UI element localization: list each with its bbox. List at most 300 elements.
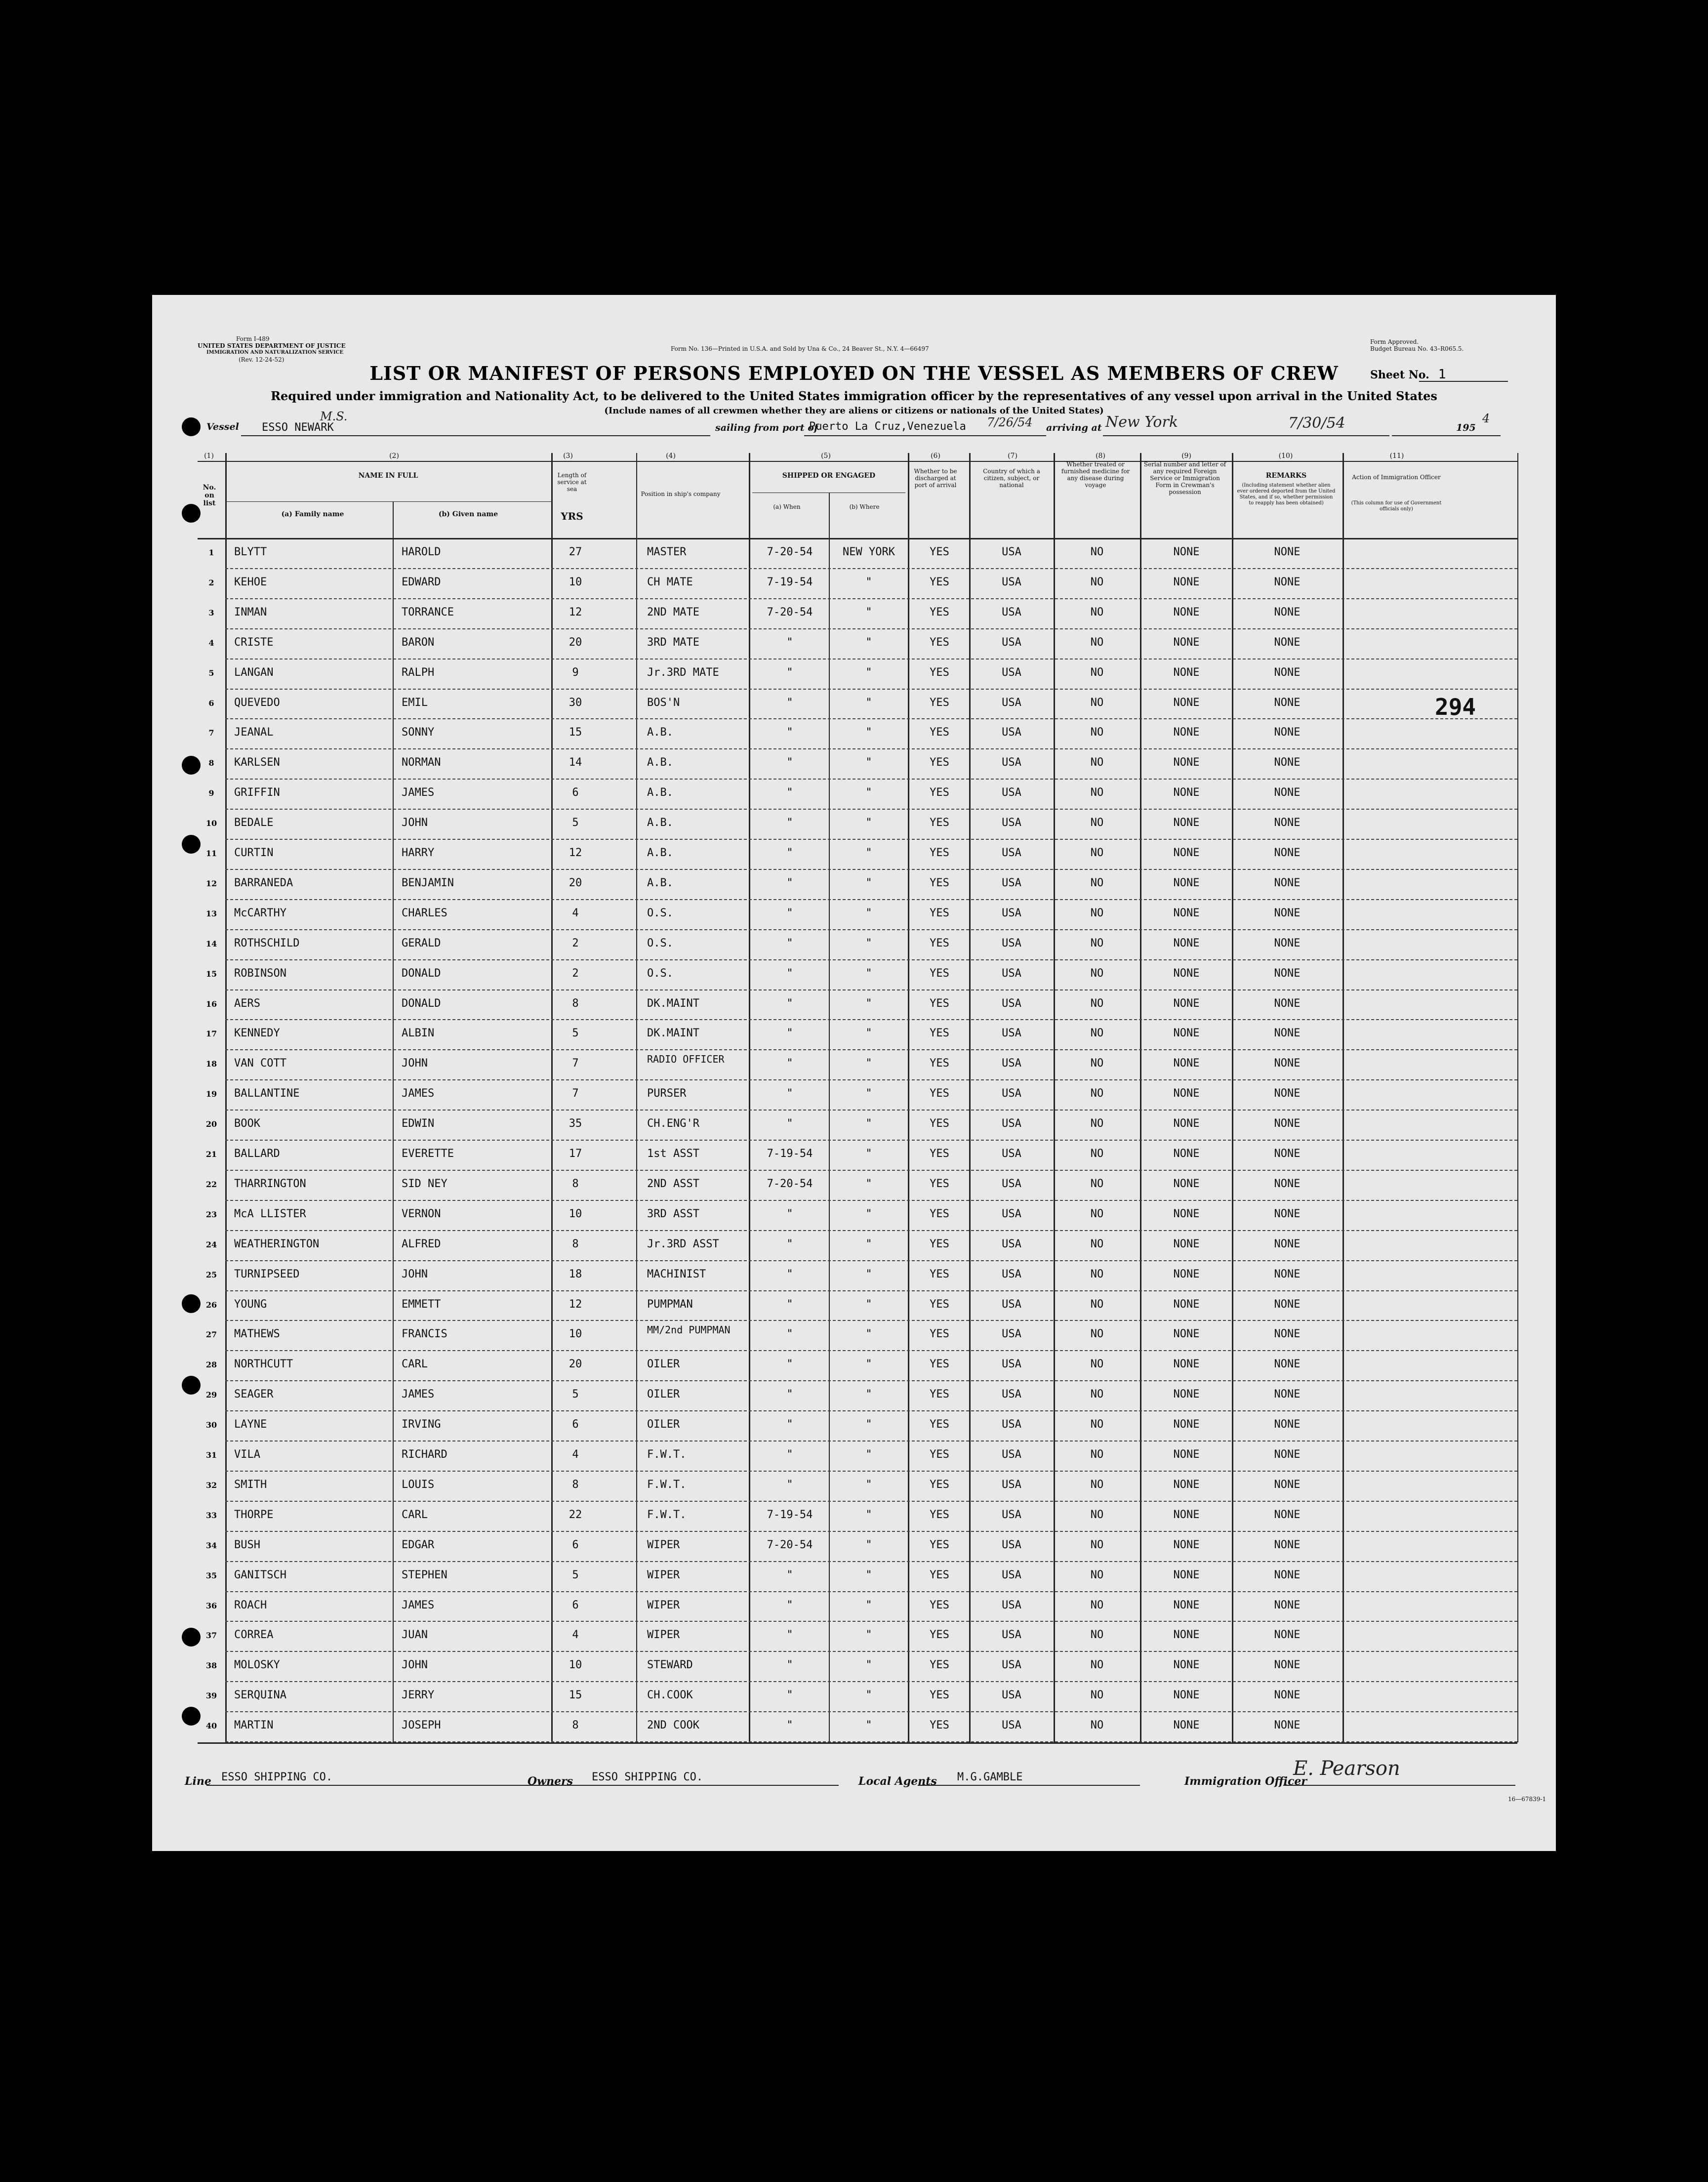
cell-disch: YES (930, 636, 949, 649)
row-number: 15 (205, 969, 217, 979)
cell-serial: NONE (1173, 1719, 1200, 1732)
cell-country: USA (1002, 606, 1021, 618)
cell-serial: NONE (1173, 1148, 1200, 1160)
cell-years: 6 (572, 786, 579, 799)
cell-years: 12 (569, 606, 582, 618)
row-divider (225, 1531, 1517, 1532)
cell-remarks: NONE (1274, 1358, 1301, 1371)
cell-disch: YES (930, 726, 949, 739)
footer-agents-label: Local Agents (858, 1775, 937, 1788)
cell-family: BOOK (234, 1117, 260, 1130)
cell-where: " (865, 576, 872, 588)
cell-position: A.B. (647, 817, 673, 829)
cell-given: FRANCIS (402, 1328, 447, 1341)
cell-where: " (865, 876, 872, 889)
cell-country: USA (1002, 1148, 1021, 1160)
cell-country: USA (1002, 1177, 1021, 1190)
header-medicine: Whether treated or furnished medicine for any disease during voyage (1061, 461, 1130, 489)
cell-given: CARL (402, 1358, 428, 1371)
header-length-unit: YRS (561, 510, 583, 522)
cell-disch: YES (930, 576, 949, 588)
cell-serial: NONE (1173, 1689, 1200, 1702)
cell-serial: NONE (1173, 1508, 1200, 1521)
cell-position: OILER (647, 1418, 680, 1431)
cell-remarks: NONE (1274, 666, 1301, 679)
colnum-7: (7) (1008, 452, 1017, 460)
cell-when: " (786, 1117, 793, 1130)
cell-med: NO (1090, 937, 1104, 949)
row-divider (225, 1079, 1517, 1080)
row-divider (225, 1049, 1517, 1050)
agency-line-3: (Rev. 12-24-52) (239, 356, 285, 363)
cell-country: USA (1002, 906, 1021, 919)
cell-med: NO (1090, 696, 1104, 709)
cell-remarks: NONE (1274, 1568, 1301, 1581)
cell-country: USA (1002, 1027, 1021, 1040)
cell-family: INMAN (234, 606, 267, 618)
row-number: 22 (205, 1179, 217, 1189)
header-action-of-officer: Action of Immigration Officer (1352, 474, 1441, 481)
cell-serial: NONE (1173, 1087, 1200, 1100)
cell-serial: NONE (1173, 1448, 1200, 1461)
cell-family: ROBINSON (234, 967, 286, 980)
row-number: 30 (205, 1420, 217, 1430)
cell-position: WIPER (647, 1538, 680, 1551)
footer-owners-label: Owners (528, 1775, 573, 1788)
cell-med: NO (1090, 906, 1104, 919)
cell-med: NO (1090, 1207, 1104, 1220)
cell-where: " (865, 1358, 872, 1371)
row-number: 23 (205, 1209, 217, 1219)
cell-serial: NONE (1173, 1057, 1200, 1070)
cell-when: 7-19-54 (767, 1508, 813, 1521)
cell-when: 7-20-54 (767, 546, 813, 558)
cell-position: O.S. (647, 906, 673, 919)
colnum-9: (9) (1181, 452, 1191, 460)
cell-med: NO (1090, 1478, 1104, 1491)
cell-remarks: NONE (1274, 1027, 1301, 1040)
cell-where: " (865, 1057, 872, 1070)
cell-position: 2ND COOK (647, 1719, 699, 1732)
cell-given: LOUIS (402, 1478, 435, 1491)
cell-serial: NONE (1173, 1177, 1200, 1190)
cell-where: " (865, 696, 872, 709)
cell-given: JAMES (402, 1388, 435, 1401)
cell-med: NO (1090, 847, 1104, 859)
row-number: 20 (205, 1119, 217, 1129)
vessel-label: Vessel (206, 421, 239, 432)
cell-given: DONALD (402, 997, 441, 1010)
cell-disch: YES (930, 1448, 949, 1461)
cell-remarks: NONE (1274, 1268, 1301, 1280)
cell-given: JOHN (402, 817, 428, 829)
cell-position: CH.COOK (647, 1689, 693, 1702)
cell-where: NEW YORK (843, 546, 895, 558)
cell-remarks: NONE (1274, 1629, 1301, 1642)
cell-med: NO (1090, 876, 1104, 889)
cell-when: " (786, 1599, 793, 1611)
cell-where: " (865, 666, 872, 679)
cell-med: NO (1090, 1237, 1104, 1250)
cell-med: NO (1090, 1448, 1104, 1461)
header-family-name: (a) Family name (281, 510, 344, 518)
cell-family: MOLOSKY (234, 1659, 280, 1672)
row-number: 21 (205, 1150, 217, 1159)
row-number: 34 (205, 1540, 217, 1550)
cell-disch: YES (930, 1358, 949, 1371)
cell-years: 22 (569, 1508, 582, 1521)
cell-serial: NONE (1173, 1237, 1200, 1250)
cell-disch: YES (930, 1508, 949, 1521)
cell-where: " (865, 1087, 872, 1100)
cell-disch: YES (930, 1328, 949, 1341)
row-divider (225, 1711, 1517, 1712)
header-given-name: (b) Given name (438, 510, 498, 518)
cell-family: KARLSEN (234, 756, 280, 769)
cell-country: USA (1002, 756, 1021, 769)
cell-years: 14 (569, 756, 582, 769)
row-number: 35 (205, 1570, 217, 1580)
cell-where: " (865, 1328, 872, 1341)
row-number: 3 (208, 608, 214, 618)
cell-years: 12 (569, 847, 582, 859)
cell-country: USA (1002, 1508, 1021, 1521)
cell-country: USA (1002, 817, 1021, 829)
cell-years: 27 (569, 546, 582, 558)
cell-where: " (865, 1508, 872, 1521)
cell-position: PURSER (647, 1087, 687, 1100)
cell-med: NO (1090, 1538, 1104, 1551)
cell-serial: NONE (1173, 576, 1200, 588)
cell-family: SERQUINA (234, 1689, 286, 1702)
sheet-value: 1 (1438, 367, 1446, 382)
cell-years: 10 (569, 1659, 582, 1672)
cell-serial: NONE (1173, 666, 1200, 679)
cell-family: BALLARD (234, 1148, 280, 1160)
row-number: 24 (205, 1239, 217, 1249)
cell-when: " (786, 1629, 793, 1642)
cell-serial: NONE (1173, 1388, 1200, 1401)
cell-where: " (865, 906, 872, 919)
cell-disch: YES (930, 666, 949, 679)
cell-family: MATHEWS (234, 1328, 280, 1341)
cell-position: O.S. (647, 967, 673, 980)
cell-years: 10 (569, 576, 582, 588)
cell-when: " (786, 636, 793, 649)
cell-given: VERNON (402, 1207, 441, 1220)
cell-position: 1st ASST (647, 1148, 699, 1160)
cell-remarks: NONE (1274, 1478, 1301, 1491)
cell-med: NO (1090, 666, 1104, 679)
row-divider (225, 718, 1517, 719)
cell-years: 18 (569, 1268, 582, 1280)
cell-serial: NONE (1173, 756, 1200, 769)
cell-given: JUAN (402, 1629, 428, 1642)
cell-remarks: NONE (1274, 997, 1301, 1010)
row-divider (225, 1591, 1517, 1592)
cell-given: TORRANCE (402, 606, 454, 618)
cell-when: " (786, 1087, 793, 1100)
form-code: 16—67839-1 (1508, 1796, 1546, 1803)
cell-country: USA (1002, 576, 1021, 588)
row-divider (225, 568, 1517, 569)
cell-country: USA (1002, 997, 1021, 1010)
cell-disch: YES (930, 1207, 949, 1220)
cell-family: JEANAL (234, 726, 274, 739)
cell-serial: NONE (1173, 606, 1200, 618)
cell-serial: NONE (1173, 726, 1200, 739)
cell-family: CORREA (234, 1629, 274, 1642)
row-number: 7 (208, 728, 214, 738)
cell-years: 20 (569, 636, 582, 649)
cell-med: NO (1090, 1629, 1104, 1642)
cell-country: USA (1002, 1057, 1021, 1070)
cell-disch: YES (930, 1599, 949, 1611)
agency-line-1: UNITED STATES DEPARTMENT OF JUSTICE (198, 342, 346, 349)
punch-hole (182, 756, 201, 775)
cell-med: NO (1090, 1057, 1104, 1070)
cell-given: JOSEPH (402, 1719, 441, 1732)
cell-med: NO (1090, 576, 1104, 588)
punch-hole (182, 1376, 201, 1395)
cell-serial: NONE (1173, 1538, 1200, 1551)
cell-position: PUMPMAN (647, 1298, 693, 1311)
cell-med: NO (1090, 1298, 1104, 1311)
cell-disch: YES (930, 1388, 949, 1401)
colnum-1: (1) (204, 452, 214, 460)
cell-disch: YES (930, 1418, 949, 1431)
cell-when: " (786, 997, 793, 1010)
cell-years: 5 (572, 1388, 579, 1401)
header-position: Position in ship's company (641, 491, 721, 497)
cell-disch: YES (930, 1117, 949, 1130)
cell-country: USA (1002, 1268, 1021, 1280)
row-number: 39 (205, 1691, 217, 1701)
cell-country: USA (1002, 726, 1021, 739)
cell-med: NO (1090, 756, 1104, 769)
cell-family: THORPE (234, 1508, 274, 1521)
cell-serial: NONE (1173, 847, 1200, 859)
footer-line-value: ESSO SHIPPING CO. (221, 1771, 333, 1783)
cell-when: " (786, 906, 793, 919)
row-number: 10 (205, 819, 217, 828)
row-divider (225, 1350, 1517, 1351)
cell-position: DK.MAINT (647, 997, 699, 1010)
cell-disch: YES (930, 1237, 949, 1250)
header-country: Country of which a citizen, subject, or national (983, 468, 1040, 489)
cell-country: USA (1002, 1538, 1021, 1551)
row-number: 1 (208, 548, 214, 557)
cell-position: WIPER (647, 1599, 680, 1611)
cell-years: 12 (569, 1298, 582, 1311)
cell-remarks: NONE (1274, 786, 1301, 799)
cell-where: " (865, 1237, 872, 1250)
row-divider (225, 809, 1517, 810)
cell-family: NORTHCUTT (234, 1358, 293, 1371)
cell-country: USA (1002, 1328, 1021, 1341)
cell-where: " (865, 847, 872, 859)
row-divider (225, 1741, 1517, 1742)
sailing-port: Puerto La Cruz,Venezuela (809, 420, 966, 433)
cell-country: USA (1002, 1298, 1021, 1311)
cell-serial: NONE (1173, 546, 1200, 558)
cell-country: USA (1002, 1659, 1021, 1672)
cell-country: USA (1002, 696, 1021, 709)
cell-given: CHARLES (402, 906, 447, 919)
cell-where: " (865, 1117, 872, 1130)
cell-med: NO (1090, 1418, 1104, 1431)
row-divider (225, 929, 1517, 930)
row-number: 26 (205, 1300, 217, 1310)
cell-family: YOUNG (234, 1298, 267, 1311)
cell-serial: NONE (1173, 1418, 1200, 1431)
cell-family: VILA (234, 1448, 260, 1461)
row-number: 17 (205, 1029, 217, 1039)
cell-remarks: NONE (1274, 546, 1301, 558)
cell-disch: YES (930, 786, 949, 799)
cell-country: USA (1002, 1207, 1021, 1220)
officer-signature: E. Pearson (1293, 1757, 1400, 1780)
cell-position: F.W.T. (647, 1478, 687, 1491)
cell-remarks: NONE (1274, 967, 1301, 980)
cell-disch: YES (930, 1568, 949, 1581)
cell-where: " (865, 817, 872, 829)
cell-serial: NONE (1173, 696, 1200, 709)
cell-given: CARL (402, 1508, 428, 1521)
colnum-6: (6) (931, 452, 940, 460)
cell-country: USA (1002, 1478, 1021, 1491)
sailing-label: sailing from port of (715, 422, 818, 433)
cell-given: DONALD (402, 967, 441, 980)
header-discharged: Whether to be discharged at port of arrival (914, 468, 957, 489)
stamp-number: 294 (1435, 694, 1476, 720)
cell-given: NORMAN (402, 756, 441, 769)
punch-hole (182, 1294, 201, 1313)
cell-disch: YES (930, 1689, 949, 1702)
cell-given: EDWARD (402, 576, 441, 588)
cell-remarks: NONE (1274, 1298, 1301, 1311)
cell-given: JOHN (402, 1659, 428, 1672)
cell-when: 7-19-54 (767, 1148, 813, 1160)
row-divider (225, 1019, 1517, 1020)
cell-years: 8 (572, 1237, 579, 1250)
year-prefix: 195 (1456, 422, 1476, 433)
cell-given: ALBIN (402, 1027, 435, 1040)
cell-position: MM/2nd PUMPMAN (647, 1324, 731, 1336)
cell-remarks: NONE (1274, 1207, 1301, 1220)
cell-where: " (865, 756, 872, 769)
cell-position: 2ND ASST (647, 1177, 699, 1190)
cell-country: USA (1002, 1689, 1021, 1702)
cell-years: 4 (572, 1448, 579, 1461)
cell-family: LAYNE (234, 1418, 267, 1431)
cell-med: NO (1090, 1328, 1104, 1341)
cell-position: BOS'N (647, 696, 680, 709)
cell-years: 20 (569, 1358, 582, 1371)
colnum-5: (5) (821, 452, 831, 460)
cell-country: USA (1002, 1568, 1021, 1581)
cell-family: AERS (234, 997, 260, 1010)
cell-given: JOHN (402, 1057, 428, 1070)
row-number: 28 (205, 1360, 217, 1370)
cell-where: " (865, 1538, 872, 1551)
cell-country: USA (1002, 1388, 1021, 1401)
cell-disch: YES (930, 1478, 949, 1491)
cell-country: USA (1002, 1237, 1021, 1250)
cell-family: KEHOE (234, 576, 267, 588)
cell-med: NO (1090, 1027, 1104, 1040)
cell-when: 7-20-54 (767, 606, 813, 618)
row-divider (225, 1621, 1517, 1622)
row-divider (225, 1410, 1517, 1411)
row-number: 2 (208, 577, 214, 587)
row-number: 18 (205, 1059, 217, 1069)
vessel-line (206, 420, 239, 433)
cell-years: 8 (572, 1719, 579, 1732)
cell-disch: YES (930, 696, 949, 709)
cell-med: NO (1090, 606, 1104, 618)
cell-serial: NONE (1173, 817, 1200, 829)
cell-years: 10 (569, 1328, 582, 1341)
cell-serial: NONE (1173, 1478, 1200, 1491)
vessel-prefix-handwritten: M.S. (320, 410, 348, 423)
cell-remarks: NONE (1274, 937, 1301, 949)
row-number: 6 (208, 698, 214, 708)
cell-years: 8 (572, 1177, 579, 1190)
row-number: 40 (205, 1721, 217, 1731)
cell-given: EMIL (402, 696, 428, 709)
cell-when: " (786, 756, 793, 769)
cell-years: 2 (572, 937, 579, 949)
cell-position: MASTER (647, 546, 687, 558)
cell-family: BLYTT (234, 546, 267, 558)
cell-disch: YES (930, 937, 949, 949)
row-divider (225, 1651, 1517, 1652)
cell-remarks: NONE (1274, 1508, 1301, 1521)
cell-when: " (786, 1719, 793, 1732)
cell-remarks: NONE (1274, 696, 1301, 709)
cell-med: NO (1090, 817, 1104, 829)
row-divider (225, 1501, 1517, 1502)
cell-given: JAMES (402, 786, 435, 799)
cell-remarks: NONE (1274, 1148, 1301, 1160)
row-divider (225, 689, 1517, 690)
cell-country: USA (1002, 1719, 1021, 1732)
header-action-note: (This column for use of Government officials only) (1351, 500, 1442, 512)
cell-where: " (865, 997, 872, 1010)
cell-given: HAROLD (402, 546, 441, 558)
row-divider (225, 1471, 1517, 1472)
punch-hole (182, 417, 201, 436)
cell-when: " (786, 1328, 793, 1341)
cell-given: SONNY (402, 726, 435, 739)
punch-hole (182, 835, 201, 854)
cell-where: " (865, 937, 872, 949)
cell-years: 9 (572, 666, 579, 679)
row-divider (225, 1380, 1517, 1381)
cell-years: 5 (572, 1568, 579, 1581)
cell-position: STEWARD (647, 1659, 693, 1672)
cell-years: 5 (572, 1027, 579, 1040)
row-divider (225, 839, 1517, 840)
cell-when: " (786, 1268, 793, 1280)
cell-when: " (786, 1418, 793, 1431)
cell-med: NO (1090, 546, 1104, 558)
footer-owners-value: ESSO SHIPPING CO. (592, 1771, 703, 1783)
cell-years: 10 (569, 1207, 582, 1220)
cell-remarks: NONE (1274, 1057, 1301, 1070)
header-remarks: REMARKS (1265, 472, 1307, 480)
